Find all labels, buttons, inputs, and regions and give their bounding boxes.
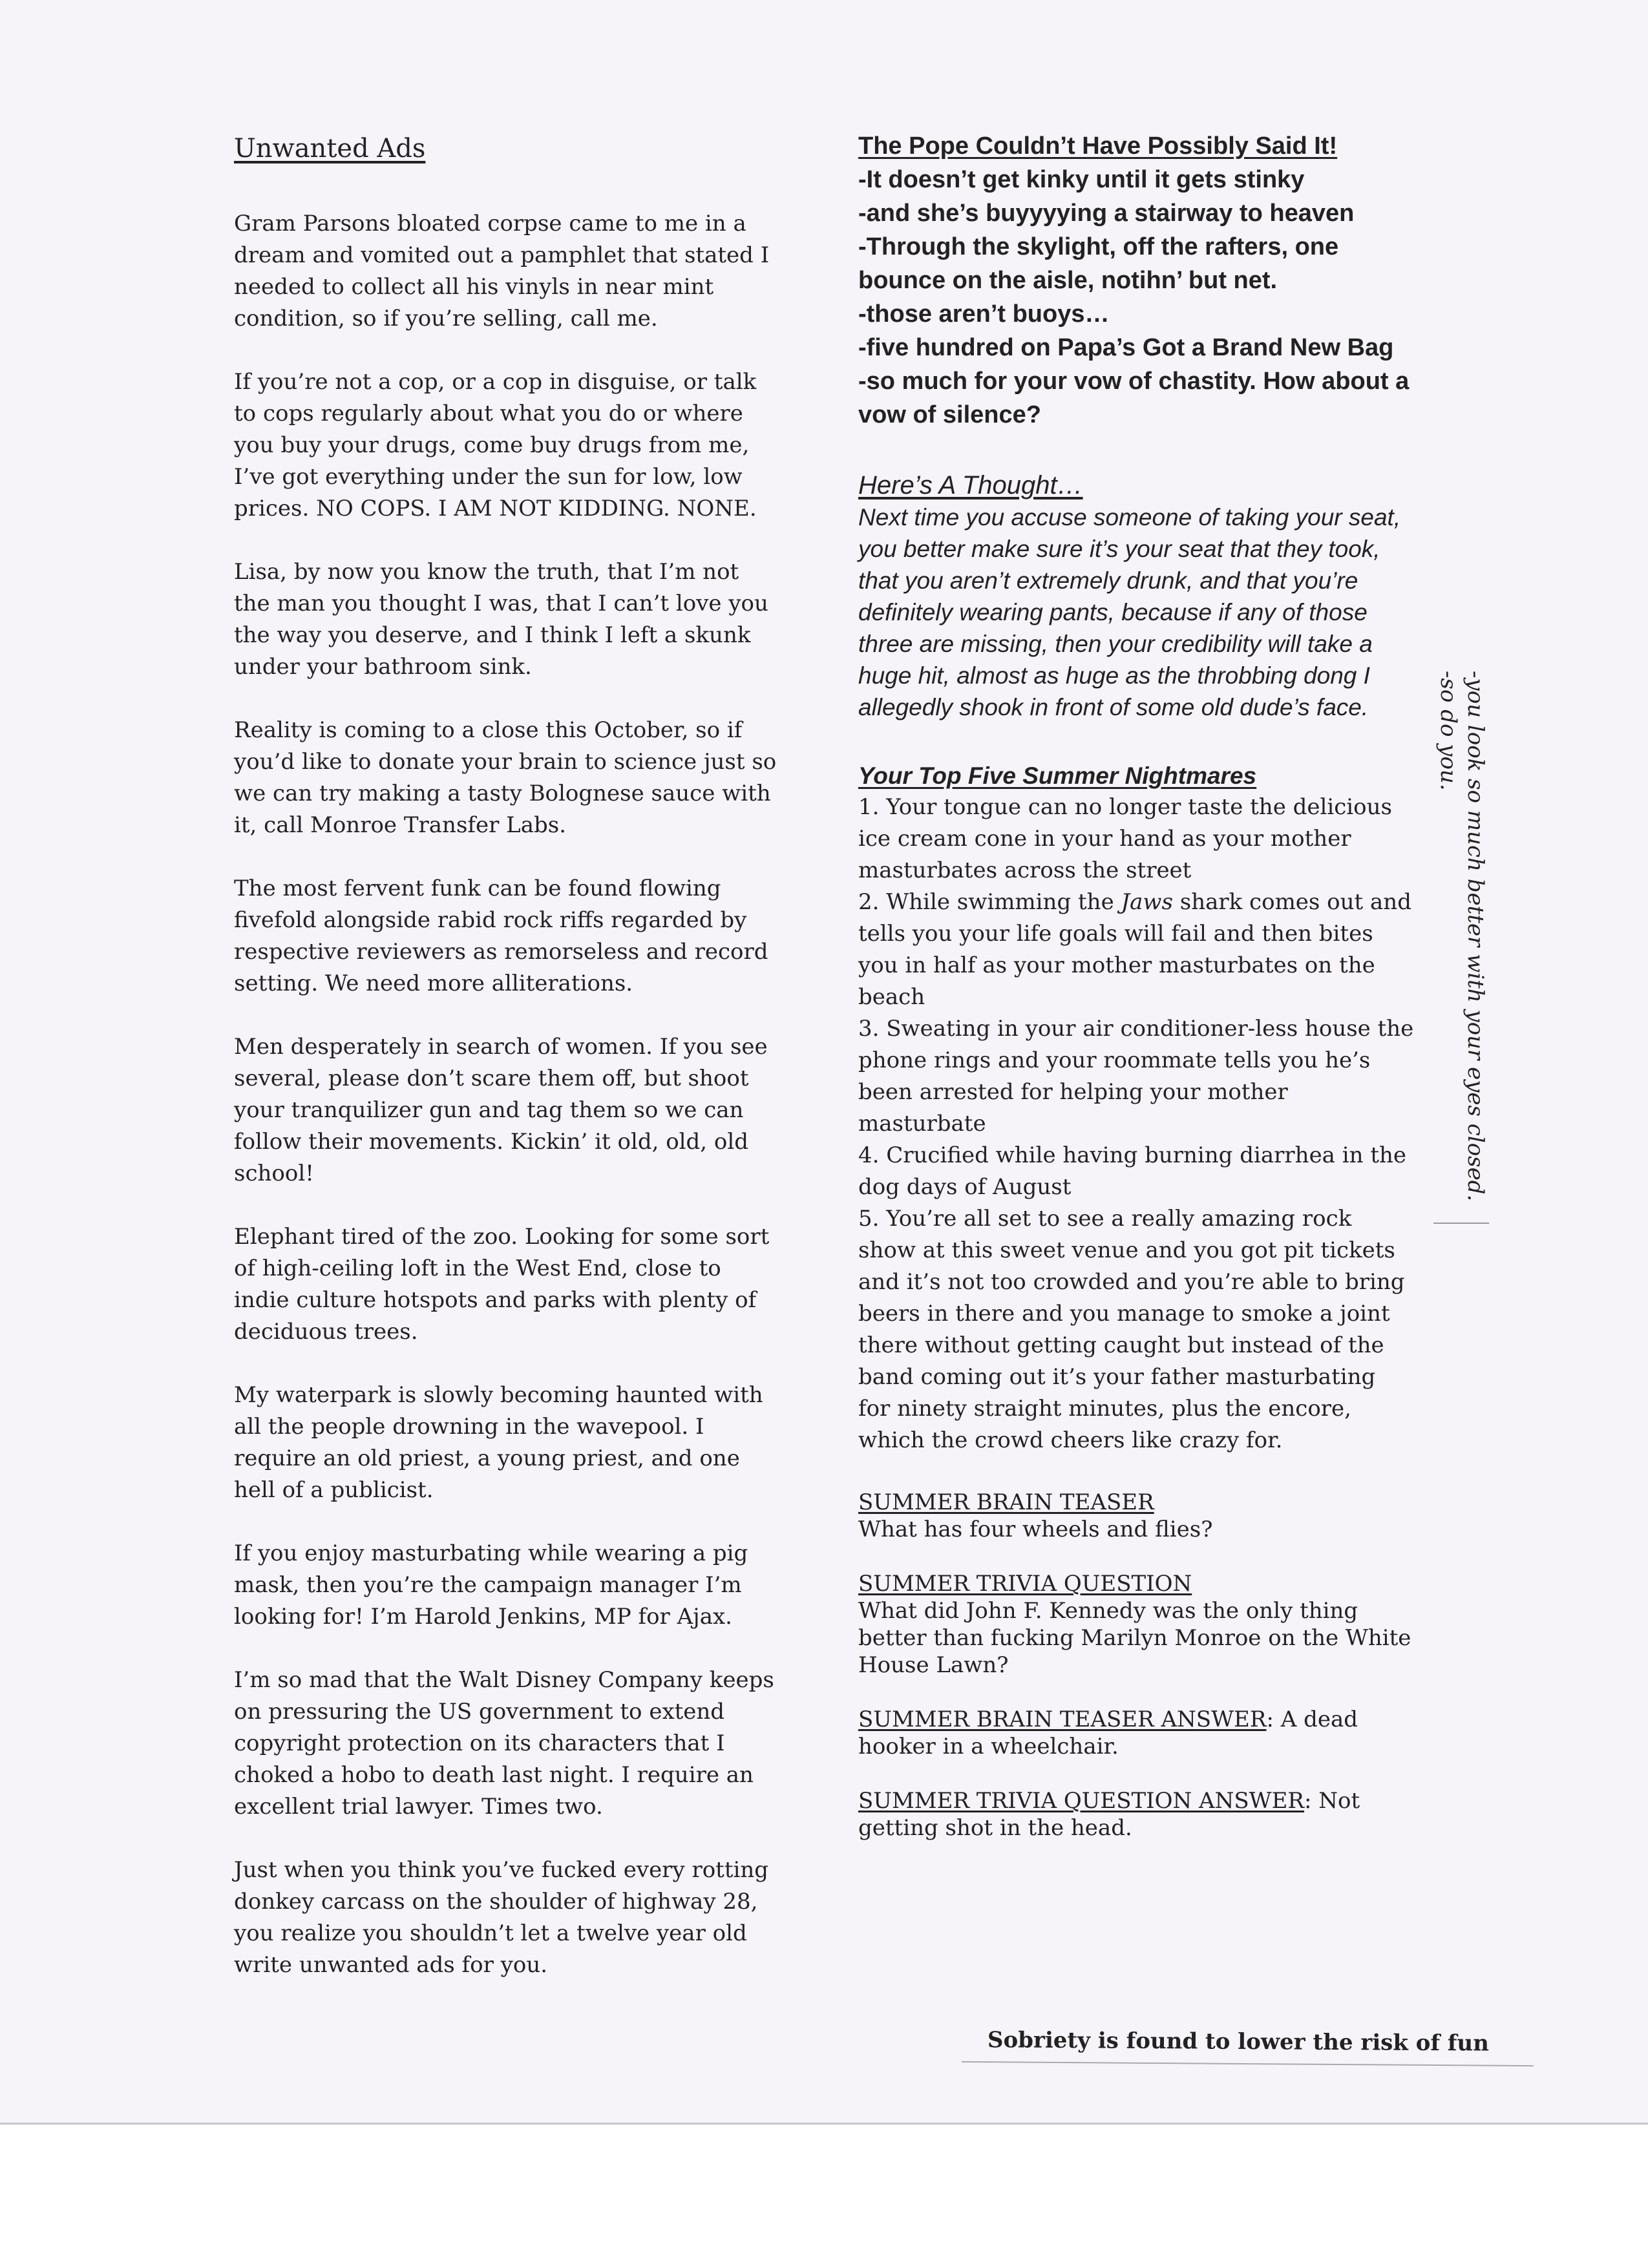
thought-section [858, 469, 1414, 723]
ad-item: Lisa, by now you know the truth, that I’m not the man you thought I was, that I can’t love you the way you deserve, and I think I left a skunk under your bathroom sink. [234, 559, 768, 680]
side-strip-text [1435, 671, 1489, 1223]
side-strip-line: -so do you. [1435, 671, 1461, 791]
brain-teaser-heading: SUMMER BRAIN TEASER [858, 1489, 1154, 1515]
brain-teaser-answer [858, 1706, 1414, 1760]
ad-item: Reality is coming to a close this October, so if you’d like to donate your brain to science just so we can try making a tasty Bolognese sauce with it, call Monroe Transfer Labs. [234, 717, 777, 838]
brain-teaser-answer-heading: SUMMER BRAIN TEASER ANSWER [858, 1706, 1267, 1732]
pope-line: -It doesn’t get kinky until it gets stinky [858, 166, 1305, 193]
unwanted-ads-title: Unwanted Ads [234, 134, 426, 163]
unwanted-ads-column [234, 129, 777, 2013]
nightmare-item: 4. Crucified while having burning diarrhea in the dog days of August [858, 1142, 1407, 1200]
trivia-answer [858, 1787, 1414, 1842]
brain-teaser-text: What has four wheels and flies? [858, 1517, 1213, 1542]
ad-item: Elephant tired of the zoo. Looking for some sort of high-ceiling loft in the West End, close to indie culture hotspots and parks with plenty of deciduous trees. [234, 1224, 770, 1345]
pope-line: -and she’s buyyyying a stairway to heaven [858, 200, 1355, 227]
nightmare-item [858, 887, 1414, 1013]
trivia-question [858, 1570, 1414, 1679]
trivia-answer-text [858, 1787, 1414, 1842]
pope-section [858, 129, 1414, 432]
ad-item: Just when you think you’ve fucked every rotting donkey carcass on the shoulder of highway 28, you realize you shouldn’t let a twelve year old write unwanted ads for you. [234, 1857, 769, 1978]
trivia-answer-body: : Not getting shot in the head. [858, 1788, 1360, 1841]
side-cutout-strip [1433, 671, 1489, 1224]
pope-line: -so much for your vow of chastity. How about a vow of silence? [858, 368, 1410, 428]
brain-teaser-answer-body: : A dead hooker in a wheelchair. [858, 1706, 1358, 1759]
nightmare-item: 3. Sweating in your air conditioner-less house the phone rings and your roommate tells you he’s been arrested for helping your mother masturbate [858, 1016, 1414, 1137]
thought-title: Here’s A Thought… [858, 471, 1083, 499]
nightmare-text: shark comes out and tells you your life goals will fail and then bites you in half as your mother masturbates on the beach [858, 889, 1411, 1010]
ad-item: Gram Parsons bloated corpse came to me in a dream and vomited out a pamphlet that stated I needed to collect all his vinyls in near mint condition, so if you’re selling, call me. [234, 211, 770, 331]
pope-line: -five hundred on Papa’s Got a Brand New Bag [858, 334, 1394, 361]
trivia-text: What did John F. Kennedy was the only thing better than fucking Marilyn Monroe on the White House Lawn? [858, 1598, 1411, 1678]
nightmare-item: 1. Your tongue can no longer taste the delicious ice cream cone in your hand as your mother masturbates across the street [858, 794, 1392, 883]
ad-item: Men desperately in search of women. If you see several, please don’t scare them off, but shoot your tranquilizer gun and tag them so we can follow their movements. Kickin’ it old, old, old school! [234, 1034, 768, 1186]
sobriety-strip: Sobriety is found to lower the risk of fun [962, 2017, 1534, 2066]
trivia-answer-heading: SUMMER TRIVIA QUESTION ANSWER [858, 1788, 1304, 1814]
qa-section [858, 1489, 1414, 1842]
ad-item: I’m so mad that the Walt Disney Company keeps on pressuring the US government to extend copyright protection on its characters that I choked a hobo to death last night. I require an excellent trial lawyer. Times two. [234, 1667, 774, 1820]
trivia-heading: SUMMER TRIVIA QUESTION [858, 1571, 1192, 1597]
thought-body: Next time you accuse someone of taking your seat, you better make sure it’s your seat that they took, that you aren’t extremely drunk, and that you’re definitely wearing pants, because if any of those three are missing, then your credibility will take a huge hit, almost as huge as the throbbing dong I allegedly shook in front of some old dude’s face. [858, 504, 1401, 720]
nightmares-title: Your Top Five Summer Nightmares [858, 762, 1257, 789]
pope-title: The Pope Couldn’t Have Possibly Said It! [858, 132, 1338, 160]
ad-item: My waterpark is slowly becoming haunted with all the people drowning in the wavepool. I require an old priest, a young priest, and one hell of a publicist. [234, 1382, 763, 1503]
nightmare-text: 2. While swimming the [858, 889, 1121, 915]
nightmares-section [858, 761, 1414, 1456]
nightmare-item: 5. You’re all set to see a really amazing rock show at this sweet venue and you got pit tickets and it’s not too crowded and you’re able to bring beers in there and you manage to smoke a joint there without getting caught but instead of the band coming out it’s your father masturbating for ninety straight minutes, plus the encore, which the crowd cheers like crazy for. [858, 1206, 1405, 1453]
ad-item: If you enjoy masturbating while wearing a pig mask, then you’re the campaign manager I’m looking for! I’m Harold Jenkins, MP for Ajax. [234, 1540, 748, 1630]
paper-edge [0, 2123, 1648, 2125]
pope-line: -those aren’t buoys… [858, 300, 1110, 328]
side-strip-line: -you look so much better with your eyes closed. [1463, 671, 1488, 1202]
brain-teaser-answer-text [858, 1706, 1414, 1760]
ad-item: The most fervent funk can be found flowing fivefold alongside rabid rock riffs regarded by respective reviewers as remorseless and record setting. We need more alliterations. [234, 876, 768, 996]
brain-teaser [858, 1489, 1414, 1543]
nightmare-italic: Jaws [1121, 889, 1173, 915]
right-column [858, 129, 1414, 1869]
pope-line: -Through the skylight, off the rafters, one bounce on the aisle, notihn’ but net. [858, 233, 1339, 294]
ad-item: If you’re not a cop, or a cop in disguise, or talk to cops regularly about what you do or where you buy your drugs, come buy drugs from me, I’ve got everything under the sun for low, low prices. NO COPS. I AM NOT KIDDING. NONE. [234, 369, 757, 521]
